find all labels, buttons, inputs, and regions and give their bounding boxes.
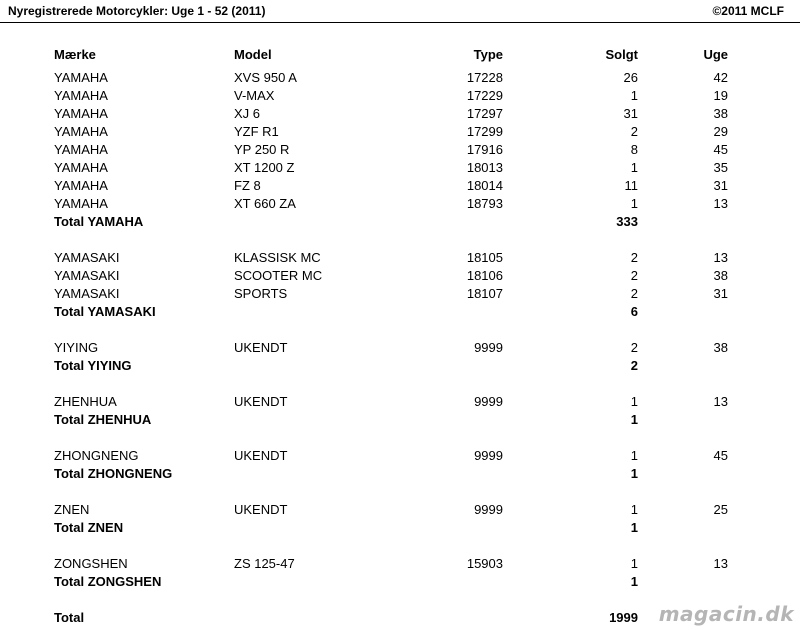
- table-cell: 2: [630, 268, 638, 283]
- table-cell: SCOOTER MC: [234, 268, 323, 283]
- table-cell: 2: [630, 340, 638, 355]
- table-cell: YAMAHA: [54, 88, 108, 103]
- table-cell: 9999: [474, 502, 503, 517]
- table-cell: 1: [630, 88, 638, 103]
- group-total-value: 6: [630, 304, 638, 319]
- table-cell: 18106: [466, 268, 503, 283]
- table-cell: YAMAHA: [54, 124, 108, 139]
- group-total-value: 1: [630, 466, 638, 481]
- table-cell: XJ 6: [234, 106, 261, 121]
- table-cell: 31: [623, 106, 638, 121]
- table-cell: YAMAHA: [54, 196, 108, 211]
- table-cell: 45: [713, 448, 728, 463]
- group-total-value: 1: [630, 412, 638, 427]
- table-cell: 1: [630, 394, 638, 409]
- group-total-label: Total YAMAHA: [54, 214, 144, 229]
- table-cell: 17916: [466, 142, 503, 157]
- table-cell: V-MAX: [234, 88, 275, 103]
- table-cell: 9999: [474, 340, 503, 355]
- column-header-type: Type: [473, 47, 503, 62]
- table-cell: KLASSISK MC: [234, 250, 321, 265]
- table-cell: YAMAHA: [54, 70, 108, 85]
- column-header-week: Uge: [703, 47, 728, 62]
- table-cell: ZHENHUA: [54, 394, 117, 409]
- table-cell: XT 660 ZA: [234, 196, 296, 211]
- table-cell: 17229: [466, 88, 503, 103]
- table-cell: 15903: [466, 556, 503, 571]
- column-header-model: Model: [234, 47, 272, 62]
- table-cell: 13: [713, 250, 728, 265]
- table-cell: 38: [713, 268, 728, 283]
- grand-total-label: Total: [54, 610, 85, 625]
- table-cell: UKENDT: [234, 448, 288, 463]
- table-cell: 9999: [474, 394, 503, 409]
- table-cell: YAMASAKI: [54, 268, 120, 283]
- copyright-label: ©2011 MCLF: [712, 4, 784, 18]
- group-total-value: 2: [630, 358, 638, 373]
- report-title: Nyregistrerede Motorcykler: Uge 1 - 52 (2011): [8, 4, 266, 18]
- table-cell: UKENDT: [234, 394, 288, 409]
- group-total-label: Total YIYING: [54, 358, 132, 373]
- table-cell: YZF R1: [234, 124, 279, 139]
- table-cell: 42: [713, 70, 728, 85]
- table-cell: 2: [630, 250, 638, 265]
- table-cell: ZHONGNENG: [54, 448, 139, 463]
- table-cell: 18793: [466, 196, 503, 211]
- table-cell: UKENDT: [234, 502, 288, 517]
- table-cell: 1: [630, 502, 638, 517]
- table-cell: 17299: [466, 124, 503, 139]
- table-cell: 31: [713, 286, 728, 301]
- table-cell: 25: [713, 502, 728, 517]
- column-header-brand: Mærke: [54, 47, 96, 62]
- table-cell: ZS 125-47: [234, 556, 295, 571]
- table-cell: 26: [623, 70, 638, 85]
- table-cell: 18013: [466, 160, 503, 175]
- table-cell: 45: [713, 142, 728, 157]
- table-cell: 19: [713, 88, 728, 103]
- table-cell: 38: [713, 340, 728, 355]
- table-cell: 13: [713, 394, 728, 409]
- table-cell: 2: [630, 286, 638, 301]
- table-cell: 1: [630, 196, 638, 211]
- table-cell: 18014: [466, 178, 503, 193]
- table-cell: 11: [624, 178, 638, 193]
- table-cell: 1: [630, 556, 638, 571]
- table-cell: YAMAHA: [54, 106, 108, 121]
- table-cell: 31: [713, 178, 728, 193]
- table-cell: 18105: [466, 250, 503, 265]
- table-cell: SPORTS: [234, 286, 288, 301]
- table-cell: YAMAHA: [54, 160, 108, 175]
- table-cell: 13: [713, 556, 728, 571]
- column-header-sold: Solgt: [605, 47, 638, 62]
- table-cell: 9999: [474, 448, 503, 463]
- table-cell: 8: [630, 142, 638, 157]
- group-total-value: 1: [630, 520, 638, 535]
- grand-total-value: 1999: [609, 610, 638, 625]
- table-cell: YAMASAKI: [54, 286, 120, 301]
- table-cell: UKENDT: [234, 340, 288, 355]
- table-cell: YAMAHA: [54, 178, 108, 193]
- table-cell: 18107: [466, 286, 503, 301]
- table-cell: 17228: [466, 70, 503, 85]
- table-cell: 1: [630, 448, 638, 463]
- group-total-label: Total ZONGSHEN: [54, 574, 162, 589]
- table-cell: YP 250 R: [234, 142, 290, 157]
- group-total-label: Total ZHONGNENG: [54, 466, 173, 481]
- table-cell: FZ 8: [234, 178, 261, 193]
- table-cell: 38: [713, 106, 728, 121]
- table-cell: 17297: [466, 106, 503, 121]
- table-cell: ZNEN: [54, 502, 90, 517]
- group-total-value: 1: [630, 574, 638, 589]
- table-cell: 13: [713, 196, 728, 211]
- group-total-label: Total YAMASAKI: [54, 304, 156, 319]
- table-cell: YAMASAKI: [54, 250, 120, 265]
- table-cell: 35: [713, 160, 728, 175]
- group-total-label: Total ZHENHUA: [54, 412, 152, 427]
- table-cell: XT 1200 Z: [234, 160, 295, 175]
- table-cell: 29: [713, 124, 728, 139]
- table-cell: XVS 950 A: [234, 70, 297, 85]
- table-cell: 1: [630, 160, 638, 175]
- table-cell: YAMAHA: [54, 142, 108, 157]
- group-total-value: 333: [616, 214, 638, 229]
- group-total-label: Total ZNEN: [54, 520, 124, 535]
- table-cell: 2: [630, 124, 638, 139]
- table-cell: YIYING: [54, 340, 99, 355]
- watermark-logo: magacin.dk: [658, 602, 794, 626]
- table-cell: ZONGSHEN: [54, 556, 128, 571]
